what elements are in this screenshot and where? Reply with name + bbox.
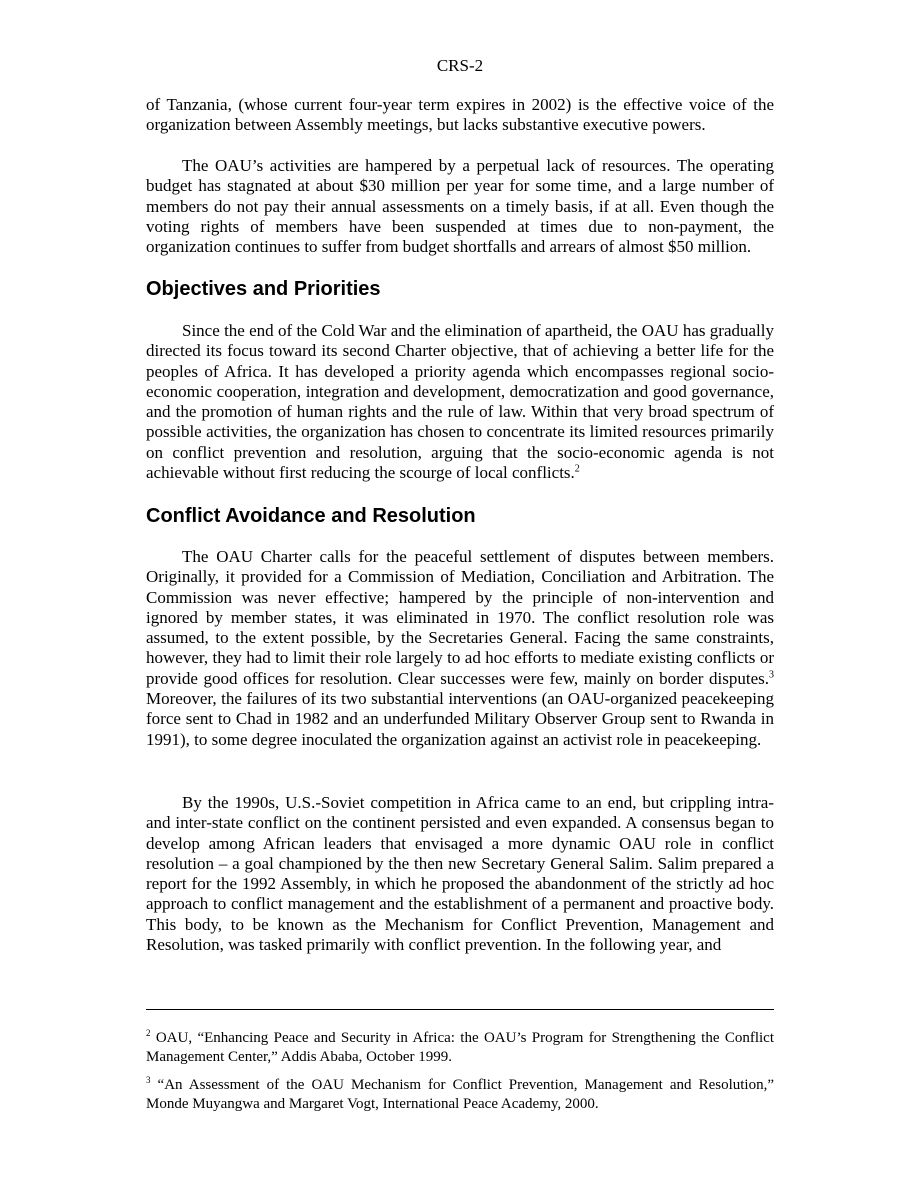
footnote-marker: 3 — [146, 1075, 151, 1085]
footnote-3 — [146, 1076, 774, 1114]
paragraph-resources: The OAU’s activities are hampered by a perpetual lack of resources. The operating budget has stagnated at about $30 million per year for some time, and a large number of members do not pay their annual assessments on a timely basis, if at all. Even though the voting rights of members have been suspended at times due to non-payment, the organization continues to suffer from budget shortfalls and arrears of almost $50 million. — [146, 156, 774, 257]
heading-conflict-avoidance: Conflict Avoidance and Resolution — [146, 505, 476, 527]
paragraph-objectives-text: Since the end of the Cold War and the elimination of apartheid, the OAU has gradually directed its focus toward its second Charter objective, that of achieving a better life for the peoples of Africa. It has developed a priority agenda which encompasses regional socio-economic cooperation, integration and development, democratization and good governance, and the promotion of human rights and the rule of law. Within that very broad spectrum of possible activities, the organization has chosen to concentrate its limited resources primarily on conflict prevention and resolution, arguing that the socio-economic agenda is not achievable without first reducing the scourge of local conflicts. — [146, 321, 774, 483]
paragraph-objectives — [146, 321, 774, 483]
footnote-2 — [146, 1029, 774, 1067]
footnote-divider — [146, 1009, 774, 1010]
footnote-ref-3[interactable]: 3 — [769, 669, 774, 681]
paragraph-oau-charter — [146, 547, 774, 750]
paragraph-continuation: of Tanzania, (whose current four-year term expires in 2002) is the effective voice of the organization between Assembly meetings, but lacks substantive executive powers. — [146, 95, 774, 135]
paragraph-oau-charter-text-a: The OAU Charter calls for the peaceful settlement of disputes between members. Originally, it provided for a Commission of Mediation, Conciliation and Arbitration. The Commission was never effective; hampered by the principle of non-intervention and ignored by member states, it was eliminated in 1970. The conflict resolution role was assumed, to the extent possible, by the Secretaries General. Facing the same constraints, however, they had to limit their role largely to ad hoc efforts to mediate existing conflicts or provide good offices for resolution. Clear successes were few, mainly on border disputes. — [146, 547, 774, 688]
heading-objectives-priorities: Objectives and Priorities — [146, 278, 381, 300]
page-number-header: CRS-2 — [436, 56, 484, 75]
footnote-text: “An Assessment of the OAU Mechanism for Conflict Prevention, Management and Resolution,” Monde Muyangwa and Margaret Vogt, International Peace Academy, 2000. — [146, 1077, 774, 1112]
footnote-marker: 2 — [146, 1028, 151, 1038]
paragraph-1990s: By the 1990s, U.S.-Soviet competition in Africa came to an end, but crippling intra- and inter-state conflict on the continent persisted and even expanded. A consensus began to develop among African leaders that envisaged a more dynamic OAU role in conflict resolution – a goal championed by the then new Secretary General Salim. Salim prepared a report for the 1992 Assembly, in which he proposed the abandonment of the strictly ad hoc approach to conflict management and the establishment of a permanent and proactive body. This body, to be known as the Mechanism for Conflict Prevention, Management and Resolution, was tasked primarily with conflict prevention. In the following year, and — [146, 793, 774, 955]
paragraph-oau-charter-text-b: Moreover, the failures of its two substantial interventions (an OAU-organized peacekeeping force sent to Chad in 1982 and an underfunded Military Observer Group sent to Rwanda in 1991), to some degree inoculated the organization against an activist role in peacekeeping. — [146, 689, 774, 749]
footnote-text: OAU, “Enhancing Peace and Security in Africa: the OAU’s Program for Strengthening the Conflict Management Center,” Addis Ababa, October 1999. — [146, 1030, 774, 1065]
footnote-ref-2[interactable]: 2 — [574, 463, 580, 475]
